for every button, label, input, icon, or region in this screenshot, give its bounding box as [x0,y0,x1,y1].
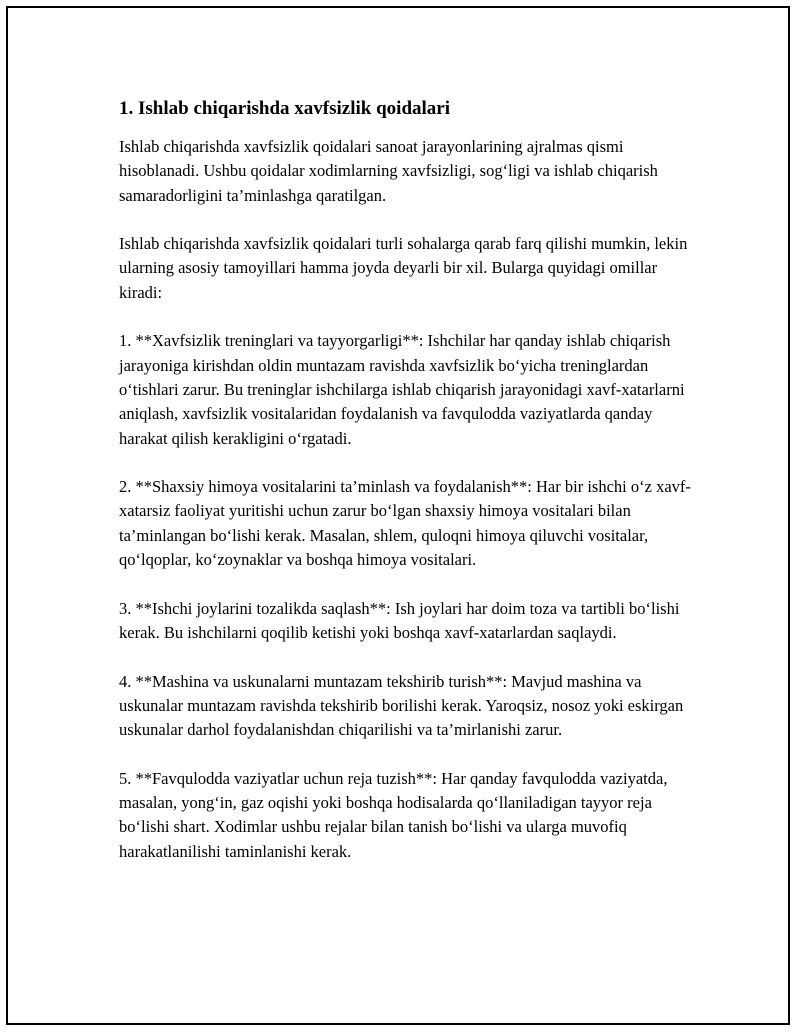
list-item-training: 1. **Xavfsizlik treninglari va tayyorgarligi**: Ishchilar har qanday ishlab chiqarish jarayoniga kirishdan oldin muntazam ravishda xavfsizlik bo‘yicha treninglardan o‘tishlari zarur. Bu treninglar ishchilarga ishlab chiqarish jarayonidagi xavf-xatarlarni aniqlash, xavfsizlik vositalaridan foydalanish va favqulodda vaziyatlarda qanday harakat qilish kerakligini o‘rgatadi. [119,331,685,448]
list-item-equipment-inspection: 4. **Mashina va uskunalarni muntazam tekshirib turish**: Mavjud mashina va uskunalar muntazam ravishda tekshirib borilishi kerak. Yaroqsiz, nosoz yoki eskirgan uskunalar darhol foydalanishdan chiqarilishi va ta’mirlanishi zarur. [119,671,684,740]
paragraph-intro: Ishlab chiqarishda xavfsizlik qoidalari sanoat jarayonlarining ajralmas qismi hisoblanadi. Ushbu qoidalar xodimlarning xavfsizligi, sog‘ligi va ishlab chiqarish samaradorligini ta’minlashga qaratilgan. [119,137,658,205]
list-item-clean-workplace: 3. **Ishchi joylarini tozalikda saqlash**: Ish joylari har doim toza va tartibli bo‘lishi kerak. Bu ishchilarni qoqilib ketishi yoki boshqa xavf-xatarlardan saqlaydi. [119,598,680,642]
document-body [119,96,699,888]
document-page [6,6,790,1025]
paragraph-principles: Ishlab chiqarishda xavfsizlik qoidalari turli sohalarga qarab farq qilishi mumkin, lekin ularning asosiy tamoyillari hamma joyda deyarli bir xil. Bularga quyidagi omillar kiradi: [119,234,688,302]
section-title: 1. Ishlab chiqarishda xavfsizlik qoidalari [119,98,450,119]
list-item-emergency-plan: 5. **Favqulodda vaziyatlar uchun reja tuzish**: Har qanday favqulodda vaziyatda, masalan, yong‘in, gaz oqishi yoki boshqa hodisalarda qo‘llaniladigan tayyor reja bo‘lishi shart. Xodimlar ushbu rejalar bilan tanish bo‘lishi va ularga muvofiq harakatlanilishi taminlanishi kerak. [119,768,668,861]
list-item-protective-equipment: 2. **Shaxsiy himoya vositalarini ta’minlash va foydalanish**: Har bir ishchi o‘z xavf-xatarsiz faoliyat yuritishi uchun zarur bo‘lgan shaxsiy himoya vositalari bilan ta’minlangan bo‘lishi kerak. Masalan, shlem, quloqni himoya qiluvchi vositalar, qo‘lqoplar, ko‘zoynaklar va boshqa himoya vositalari. [119,477,691,570]
